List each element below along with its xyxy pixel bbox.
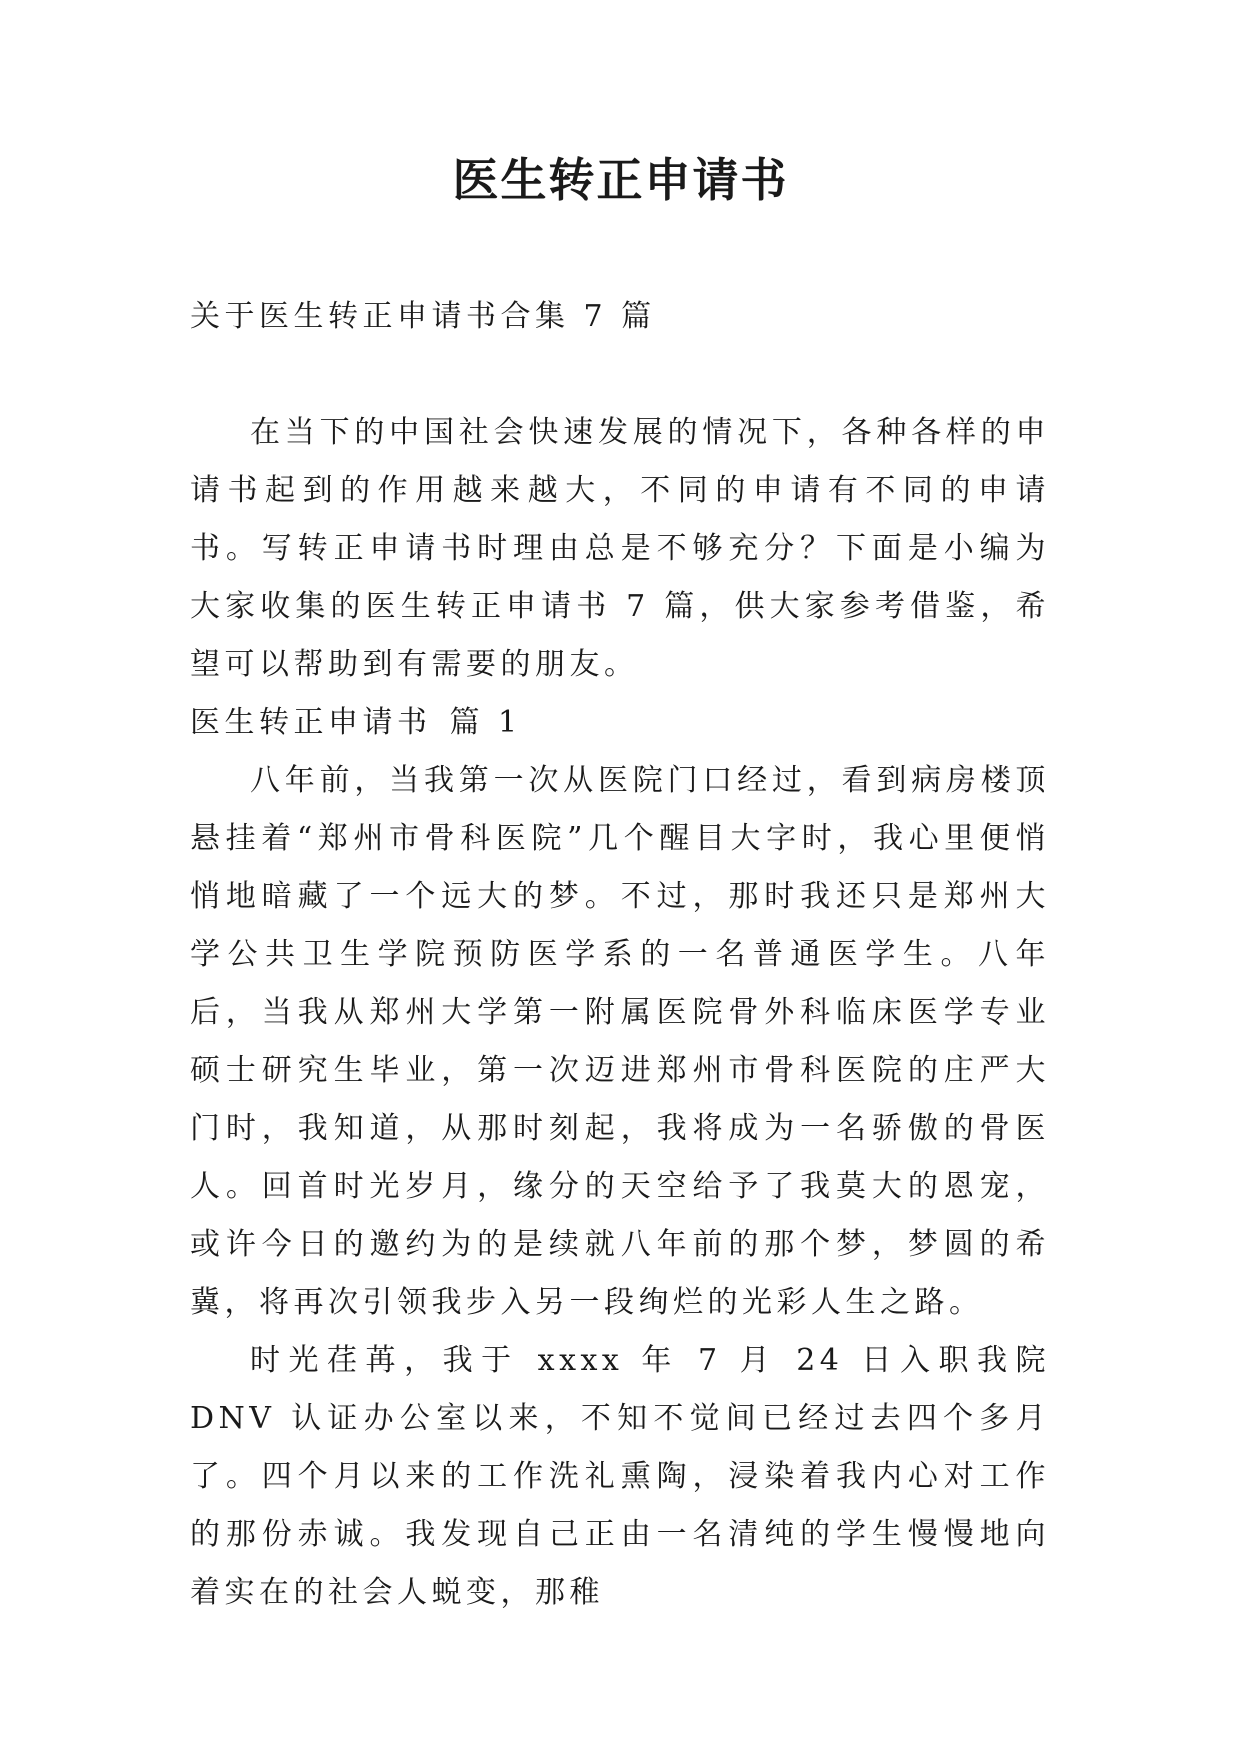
section-heading-number: 篇 1 bbox=[449, 705, 522, 740]
document-title: 医生转正申请书 bbox=[452, 153, 789, 207]
body-paragraph-2: 时光荏苒，我于 xxxx 年 7 月 24 日入职我院 DNV 认证办公室以来，不知不觉间已经过去四个多月了。四个月以来的工作洗礼熏陶，浸染着我内心对工作的那份赤诚。我发现自己正由一名清纯的学生慢慢地向着实在的社会人蜕变，那稚 bbox=[190, 1343, 1050, 1610]
document-subtitle: 关于医生转正申请书合集 7 篇 bbox=[190, 299, 656, 334]
section-heading bbox=[190, 694, 1050, 752]
body-paragraph-1: 八年前，当我第一次从医院门口经过，看到病房楼顶悬挂着“郑州市骨科医院”几个醒目大字时，我心里便悄悄地暗藏了一个远大的梦。不过，那时我还只是郑州大学公共卫生学院预防医学系的一名普通医学生。八年后，当我从郑州大学第一附属医院骨外科临床医学专业硕士研究生毕业，第一次迈进郑州市骨科医院的庄严大门时，我知道，从那时刻起，我将成为一名骄傲的骨医人。回首时光岁月，缘分的天空给予了我莫大的恩宠，或许今日的邀约为的是续就八年前的那个梦，梦圆的希冀，将再次引领我步入另一段绚烂的光彩人生之路。 bbox=[190, 763, 1050, 1320]
section-heading-title: 医生转正申请书 bbox=[190, 705, 432, 740]
intro-paragraph: 在当下的中国社会快速发展的情况下，各种各样的申请书起到的作用越来越大，不同的申请有不同的申请书。写转正申请书时理由总是不够充分？下面是小编为大家收集的医生转正申请书 7 篇，供大家参考借鉴，希望可以帮助到有需要的朋友。 bbox=[190, 415, 1050, 682]
document-content bbox=[190, 404, 1050, 1622]
